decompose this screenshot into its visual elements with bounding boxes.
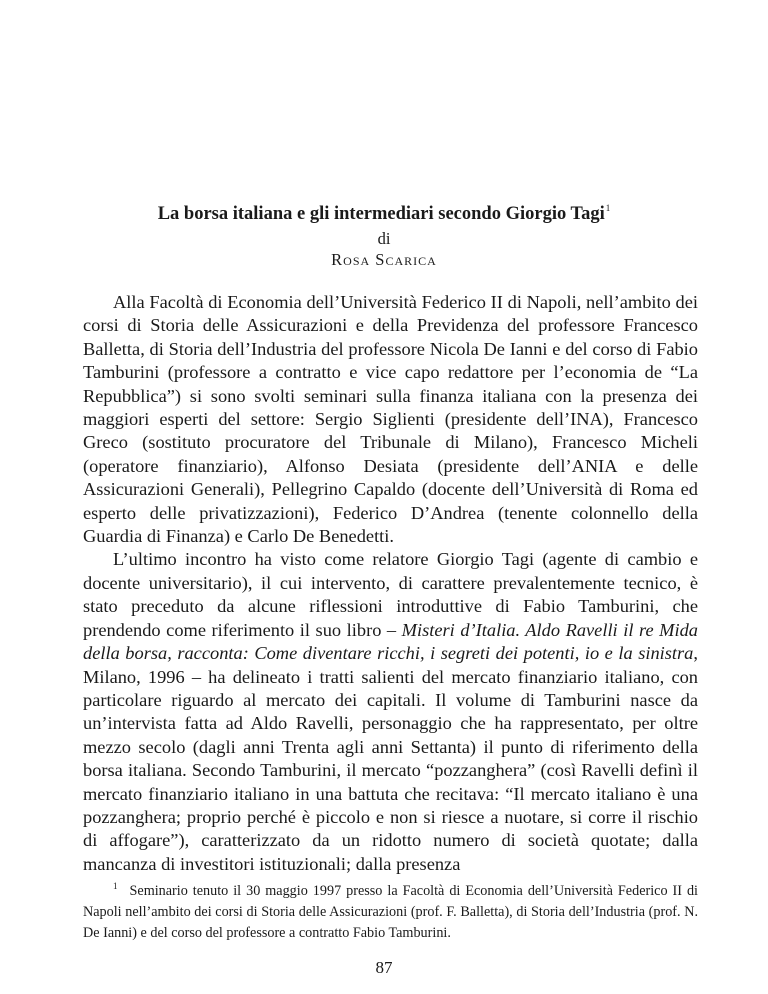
article-body bbox=[83, 291, 698, 876]
footnote-reference[interactable]: 1 bbox=[605, 203, 611, 213]
footnote-text: Seminario tenuto il 30 maggio 1997 presso la Facoltà di Economia dell’Università Federico II di Napoli nell’ambito dei corsi di Storia delle Assicurazioni (prof. F. Balletta), di Storia dell’Industria (prof. N. De Ianni) e del corso del professore a contratto Fabio Tamburini. bbox=[83, 883, 698, 941]
paragraph-2 bbox=[83, 548, 698, 876]
page-number: 87 bbox=[375, 958, 393, 977]
byline: di bbox=[377, 229, 391, 248]
paragraph-2-intro: L’ultimo incontro ha visto come relatore Giorgio Tagi (agente di cambio e docente universitario), il cui intervento, di carattere prevalentemente tecnico, è stato preceduto da alcune riflessioni introduttive di Fabio Tamburini, che prendendo come riferimento il suo libro – bbox=[83, 549, 698, 640]
paragraph-2-rest: , Milano, 1996 – ha delineato i tratti salienti del mercato finanziario italiano, con particolare riguardo al mercato dei capitali. Il volume di Tamburini nasce da un’intervista fatta ad Aldo Ravelli, personaggio che ha rappresentato, per oltre mezzo secolo (dagli anni Trenta agli anni Settanta) il punto di riferimento della borsa italiana. Secondo Tamburini, il mercato “pozzanghera” (così Ravelli definì il mercato finanziario italiano in una battuta che recitava: “Il mercato italiano è una pozzanghera; proprio perché è piccolo e non si riesce a nuotare, si corre il rischio di affogare”), caratterizzato da un ridotto numero di società quotate; dalla mancanza di investitori istituzionali; dalla presenza bbox=[83, 643, 698, 874]
article-title bbox=[0, 196, 768, 226]
paragraph-1: Alla Facoltà di Economia dell’Università Federico II di Napoli, nell’ambito dei corsi di Storia delle Assicurazioni e della Previdenza del professore Francesco Balletta, di Storia dell’Industria del professore Nicola De Ianni e del corso di Fabio Tamburini (professore a contratto e vice capo redattore per l’economia de “La Repubblica”) si sono svolti seminari sulla finanza italiana con la presenza dei maggiori esperti del settore: Sergio Siglienti (presidente dell’INA), Francesco Greco (sostituto procuratore del Tribunale di Milano), Francesco Micheli (operatore finanziario), Alfonso Desiata (presidente dell’ANIA e delle Assicurazioni Generali), Pellegrino Capaldo (docente dell’Università di Roma ed esperto delle privatizzazioni), Federico D’Andrea (tenente colonnello della Guardia di Finanza) e Carlo De Benedetti. bbox=[83, 292, 698, 547]
article-header bbox=[0, 196, 768, 271]
footnote bbox=[83, 876, 698, 944]
book-title: Misteri d’Italia. Aldo Ravelli il re Mida della borsa, racconta: Come diventare ricchi, i segreti dei potenti, io e la sinistra bbox=[83, 619, 698, 664]
footnote-mark: 1 bbox=[113, 881, 118, 891]
author-name: Rosa Scarica bbox=[331, 250, 437, 269]
article-title-text: La borsa italiana e gli intermediari secondo Giorgio Tagi bbox=[157, 204, 605, 224]
